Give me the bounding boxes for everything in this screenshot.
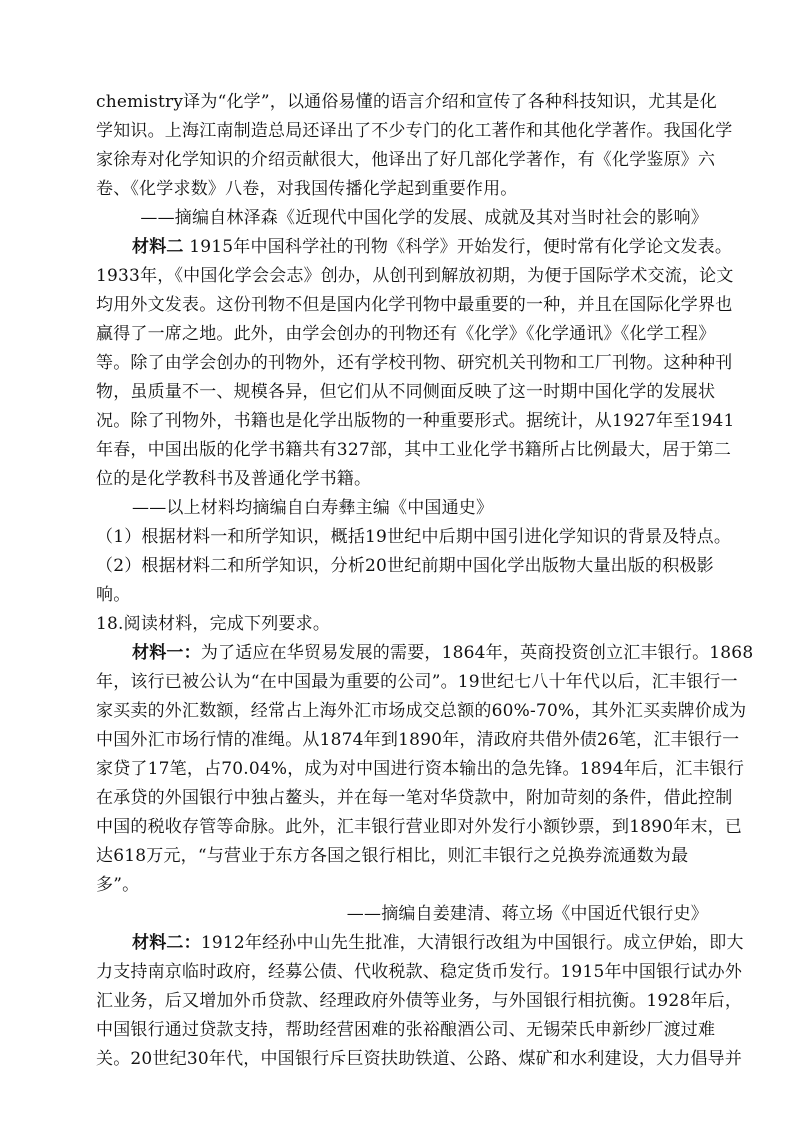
paragraph-line: 况。除了刊物外，书籍也是化学出版物的一种重要形式。据统计，从1927年至1941: [96, 411, 735, 431]
paragraph-line: 等。除了由学会创办的刊物外，还有学校刊物、研究机关刊物和工厂刊物。这种种刊: [96, 353, 733, 373]
material-paragraph-start: [96, 639, 754, 668]
material-label: 材料一：: [132, 643, 201, 663]
paragraph-line: 多”。: [96, 875, 140, 895]
material-label: 材料二：: [132, 933, 201, 953]
paragraph-line: chemistry译为“化学”，以通俗易懂的语言介绍和宣传了各种科技知识，尤其是化: [96, 92, 717, 112]
paragraph-line: 赢得了一席之地。此外，由学会创办的刊物还有《化学》《化学通讯》《化学工程》: [96, 324, 716, 344]
material-paragraph-start: [96, 233, 733, 262]
paragraph-line: 家买卖的外汇数额，经常占上海外汇市场成交总额的60%-70%，其外汇买卖牌价成为: [96, 701, 747, 721]
material-label: 材料二: [132, 237, 184, 257]
paragraph-line: 力支持南京临时政府，经募公债、代收税款、稳定货币发行。1915年中国银行试办外: [96, 962, 743, 982]
paragraph-line: 位的是化学教科书及普通化学书籍。: [96, 469, 372, 489]
paragraph-line: 汇业务，后又增加外币贷款、经理政府外债等业务，与外国银行相抗衡。1928年后，: [96, 991, 743, 1011]
question-item: （2）根据材料二和所学知识，分析20世纪前期中国化学出版物大量出版的积极影: [96, 556, 714, 576]
paragraph-line: 关。20世纪30年代，中国银行斥巨资扶助铁道、公路、煤矿和水利建设，大力倡导并: [96, 1049, 743, 1069]
paragraph-line: 中国银行通过贷款支持，帮助经营困难的张裕酿酒公司、无锡荣氏申新纱厂渡过难: [96, 1020, 716, 1040]
paragraph-line: 1933年，《中国化学会会志》创办，从创刊到解放初期，为便于国际学术交流，论文: [96, 266, 734, 286]
paragraph-text: 为了适应在华贸易发展的需要，1864年，英商投资创立汇丰银行。1868: [200, 643, 754, 663]
paragraph-line: 家贷了17笔，占70.04%，成为对中国进行资本输出的急先锋。1894年后，汇丰银行: [96, 759, 745, 779]
paragraph-line: 均用外文发表。这份刊物不但是国内化学刊物中最重要的一种，并且在国际化学界也: [96, 295, 733, 315]
paragraph-line: 在承贷的外国银行中独占鳌头，并在每一笔对华贷款中，附加苛刻的条件，借此控制: [96, 788, 733, 808]
paragraph-line: 物，虽质量不一、规模各异，但它们从不同侧面反映了这一时期中国化学的发展状: [96, 382, 716, 402]
paragraph-text: 1915年中国科学社的刊物《科学》开始发行，便时常有化学论文发表。: [183, 237, 733, 257]
paragraph-text: 1912年经孙中山先生批准，大清银行改组为中国银行。成立伊始，即大: [200, 933, 744, 953]
paragraph-line: 年，该行已被公认为“在中国最为重要的公司”。19世纪七八十年代以后，汇丰银行一: [96, 672, 738, 692]
material-paragraph-start: [96, 929, 744, 958]
paragraph-line: 响。: [96, 585, 131, 605]
source-citation: ——以上材料均摘编自白寿彝主编《中国通史》: [132, 498, 494, 518]
source-citation: ——摘编自林泽森《近现代中国化学的发展、成就及其对当时社会的影响》: [140, 208, 708, 228]
paragraph-line: 中国外汇市场行情的准绳。从1874年到1890年，清政府共借外债26笔，汇丰银行一: [96, 730, 740, 750]
paragraph-line: 卷、《化学求数》八卷，对我国传播化学起到重要作用。: [96, 179, 518, 199]
paragraph-line: 年春，中国出版的化学书籍共有327部，其中工业化学书籍所占比例最大，居于第二: [96, 440, 732, 460]
paragraph-line: 达618万元，“与营业于东方各国之银行相比，则汇丰银行之兑换券流通数为最: [96, 846, 689, 866]
paragraph-line: 学知识。上海江南制造总局还译出了不少专门的化工著作和其他化学著作。我国化学: [96, 121, 733, 141]
paragraph-line: 家徐寿对化学知识的介绍贡献很大，他译出了好几部化学著作，有《化学鉴原》六: [96, 150, 716, 170]
question-heading: 18.阅读材料，完成下列要求。: [96, 614, 331, 634]
document-page: [96, 88, 754, 1074]
question-item: （1）根据材料一和所学知识，概括19世纪中后期中国引进化学知识的背景及特点。: [96, 527, 732, 547]
paragraph-line: 中国的税收存管等命脉。此外，汇丰银行营业即对外发行小额钞票，到1890年末，已: [96, 817, 743, 837]
source-citation: ——摘编自姜建清、蒋立场《中国近代银行史》: [346, 904, 708, 924]
